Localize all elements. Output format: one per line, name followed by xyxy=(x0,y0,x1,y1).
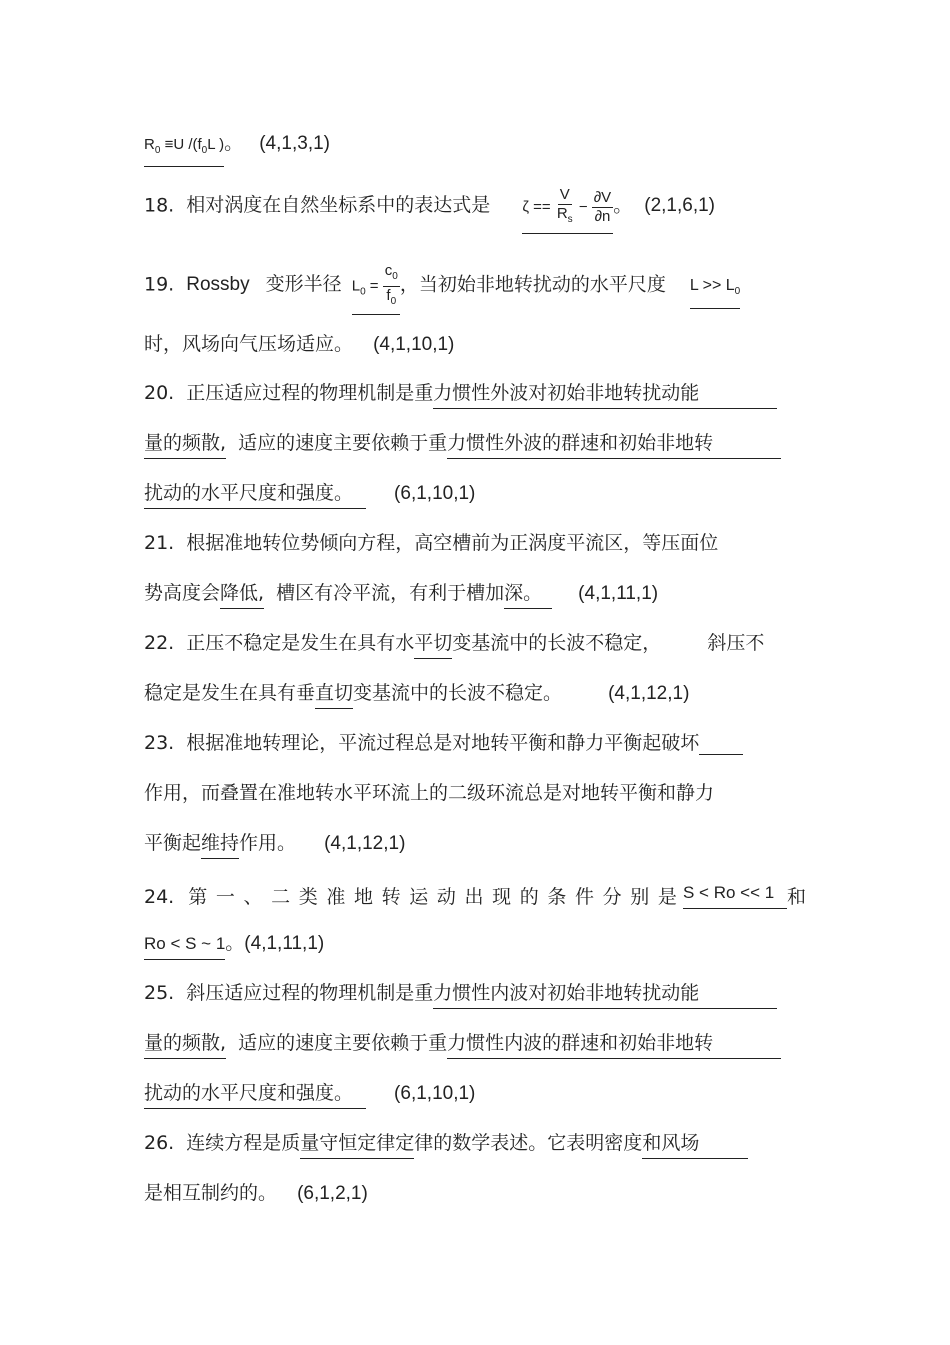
answer: 扰动的水平尺度和强度。 xyxy=(144,1081,366,1109)
citation: (4,1,10,1) xyxy=(373,334,455,355)
question-25-line-1: 25. 斜压适应过程的物理机制是重力惯性内波对初始非地转扰动能 xyxy=(144,981,777,1009)
citation: (4,1,12,1) xyxy=(324,833,406,854)
answer: 维持 xyxy=(201,831,239,859)
question-22-line-2: 稳定是发生在具有垂直切变基流中的长波不稳定。 (4,1,12,1) xyxy=(144,681,689,709)
question-19-line-2: 时，风场向气压场适应。 (4,1,10,1) xyxy=(144,333,455,355)
relative-vorticity-formula: ζ == $\frac{V}{R_s}$ − $\frac{\partial V}{\partial n}$ xyxy=(522,186,613,234)
question-23-line-1: 23. 根据准地转理论，平流过程总是对地转平衡和静力平衡起破坏 xyxy=(144,731,743,755)
citation: (2,1,6,1) xyxy=(644,195,716,217)
question-21-line-2: 势高度会降低, 槽区有冷平流，有利于槽加深。 (4,1,11,1) xyxy=(144,581,658,609)
question-number: 19. xyxy=(144,273,175,296)
question-24-char: 是 xyxy=(657,886,677,908)
question-24-char: 一 xyxy=(215,886,235,908)
citation: (6,1,10,1) xyxy=(394,1083,476,1104)
answer: 直切 xyxy=(315,681,353,709)
answer: S < Ro << 1 xyxy=(683,881,787,909)
question-26-line-2: 是相互制约的。 (6,1,2,1) xyxy=(144,1182,368,1204)
answer: Ro < S ~ 1 xyxy=(144,932,225,960)
question-24-char: 准 xyxy=(326,886,346,908)
question-24-char: 条 xyxy=(547,886,567,908)
question-24-char: 出 xyxy=(464,886,484,908)
question-24-char: 第 xyxy=(188,886,208,908)
question-20-line-1: 20. 正压适应过程的物理机制是重力惯性外波对初始非地转扰动能 xyxy=(144,381,777,409)
question-26-line-1: 26. 连续方程是质量守恒定律定律的数学表述。它表明密度和风场 xyxy=(144,1131,748,1159)
citation: (6,1,2,1) xyxy=(297,1183,368,1204)
question-24-line-2: Ro < S ~ 1。(4,1,11,1) xyxy=(144,931,324,960)
question-24-char: 动 xyxy=(436,886,456,908)
citation: (4,1,12,1) xyxy=(608,683,690,704)
answer: 量的频散, xyxy=(144,1031,226,1059)
citation: (4,1,3,1) xyxy=(259,133,330,154)
question-20-line-2: 量的频散, 适应的速度主要依赖于重力惯性外波的群速和初始非地转 xyxy=(144,431,781,459)
answer: 扰动的水平尺度和强度。 xyxy=(144,481,366,509)
question-24-char: 类 xyxy=(298,886,318,908)
answer: 降低, xyxy=(220,581,264,609)
question-18: 18. 相对涡度在自然坐标系中的表达式是 ζ == $\frac{V}{R_s}$ − $\frac{\partial V}{\partial n}$ 。 (2,1,6,1) xyxy=(144,186,715,234)
question-24-char: 现 xyxy=(492,886,512,908)
answer: 量守恒定律定 xyxy=(300,1131,414,1159)
citation: (4,1,11,1) xyxy=(578,583,659,604)
deformation-radius-formula: $L_0$ = $\frac{c_0}{f_0}$ xyxy=(352,262,400,315)
answer: 力惯性内波的群速和初始非地转 xyxy=(447,1031,781,1059)
question-22-line-1: 22. 正压不稳定是发生在具有水平切变基流中的长波不稳定， 斜压不 xyxy=(144,631,764,659)
question-24-char: 转 xyxy=(381,886,401,908)
question-24-char: 、 xyxy=(243,886,263,908)
citation: (4,1,11,1) xyxy=(244,933,325,954)
top-formula-line: $R_0 \equiv U$ $/(f_0L$ )。 (4,1,3,1) xyxy=(144,131,330,167)
answer: $L >> L_0$ xyxy=(690,274,740,308)
answer: 和风场 xyxy=(642,1131,748,1159)
question-24-line-1: 24. 第 一 、 二 类 准 地 转 运 动 出 现 的 条 件 分 别 是 S < Ro << 1 和 xyxy=(144,883,806,908)
question-24-char: 运 xyxy=(409,886,429,908)
question-text: 相对涡度在自然坐标系中的表达式是 xyxy=(186,194,491,217)
question-24-char: 二 xyxy=(271,886,291,908)
citation: (6,1,10,1) xyxy=(394,483,476,504)
question-24-char: 地 xyxy=(353,886,373,908)
question-23-line-3: 平衡起维持作用。 (4,1,12,1) xyxy=(144,831,405,859)
question-25-line-3 xyxy=(144,1081,475,1109)
answer-blank xyxy=(699,734,743,755)
question-number: 18. xyxy=(144,194,175,217)
answer: 平切 xyxy=(414,631,452,659)
answer: 深。 xyxy=(504,581,552,609)
question-23-line-2: 作用，而叠置在准地转水平环流上的二级环流总是对地转平衡和静力 xyxy=(144,782,715,804)
rossby-number-formula: $R_0 \equiv U$ $/(f_0L$ ) xyxy=(144,133,224,167)
answer: 量的频散, xyxy=(144,431,226,459)
question-text xyxy=(188,885,677,909)
answer: 力惯性内波对初始非地转扰动能 xyxy=(433,981,777,1009)
question-24-char: 分 xyxy=(602,886,622,908)
question-20-line-3 xyxy=(144,481,475,509)
answer: 力惯性外波对初始非地转扰动能 xyxy=(433,381,777,409)
question-25-line-2: 量的频散, 适应的速度主要依赖于重力惯性内波的群速和初始非地转 xyxy=(144,1031,781,1059)
question-21-line-1: 21. 根据准地转位势倾向方程，高空槽前为正涡度平流区，等压面位 xyxy=(144,532,719,554)
question-24-char: 别 xyxy=(630,886,650,908)
question-24-char: 的 xyxy=(519,886,539,908)
question-24-char: 件 xyxy=(574,886,594,908)
answer: 力惯性外波的群速和初始非地转 xyxy=(447,431,781,459)
question-19-line-1: 19. Rossby 变形半径 $L_0$ = $\frac{c_0}{f_0}$ ，当初始非地转扰动的水平尺度 $L >> L_0$ xyxy=(144,262,740,315)
